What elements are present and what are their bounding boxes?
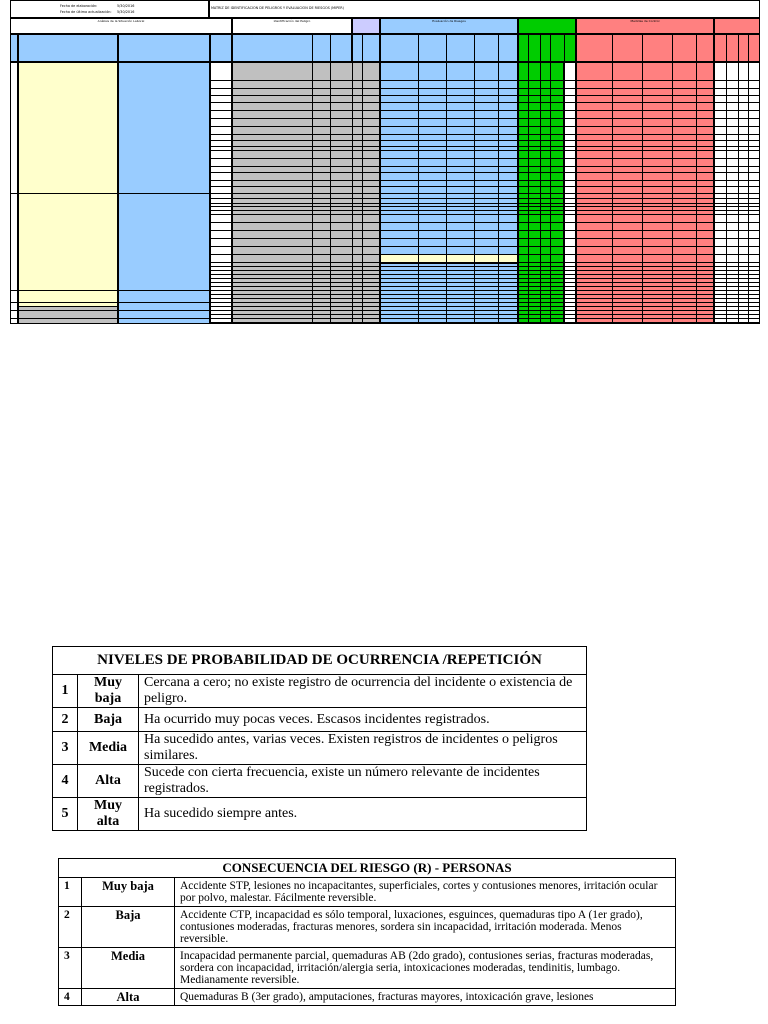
grid-hline bbox=[210, 80, 760, 81]
grid-hline bbox=[210, 230, 760, 231]
grid-hline bbox=[210, 254, 760, 255]
consequence-row bbox=[59, 989, 676, 1006]
probability-table bbox=[52, 646, 587, 831]
grid-hline bbox=[210, 278, 760, 279]
sheet-meta-value-2: 5/30/2016 bbox=[117, 10, 135, 14]
sheet-meta-label-2: Fecha de última actualización: bbox=[60, 10, 112, 14]
probability-level: Baja bbox=[78, 708, 139, 732]
grid-vline bbox=[642, 34, 643, 324]
sheet-body-gray-bottom bbox=[18, 306, 118, 324]
grid-hline bbox=[210, 198, 760, 199]
sheet-colhdr bbox=[576, 34, 714, 62]
grid-hline bbox=[210, 222, 760, 223]
consequence-number: 3 bbox=[59, 948, 82, 989]
grid-hline bbox=[210, 302, 760, 303]
grid-hline bbox=[210, 206, 760, 207]
sheet-colhdr bbox=[352, 34, 380, 62]
grid-hline bbox=[10, 193, 210, 194]
probability-description: Cercana a cero; no existe registro de ocurrencia del incidente o existencia de peligro. bbox=[139, 675, 587, 708]
sheet-meta-value-1: 5/30/2016 bbox=[117, 4, 135, 8]
consequence-number: 4 bbox=[59, 989, 82, 1006]
grid-hline bbox=[210, 238, 760, 239]
probability-description: Ha sucedido siempre antes. bbox=[139, 798, 587, 831]
grid-hline bbox=[210, 140, 760, 141]
consequence-level: Media bbox=[82, 948, 175, 989]
probability-number: 4 bbox=[53, 765, 78, 798]
grid-hline bbox=[210, 180, 760, 181]
consequence-number: 1 bbox=[59, 878, 82, 907]
probability-table-body bbox=[53, 675, 587, 831]
sheet-colhdr bbox=[210, 34, 232, 62]
grid-hline bbox=[210, 306, 760, 307]
grid-hline bbox=[210, 102, 760, 103]
grid-hline bbox=[210, 274, 760, 275]
grid-hline bbox=[210, 110, 760, 111]
grid-vline bbox=[210, 34, 211, 324]
grid-hline bbox=[10, 310, 210, 311]
probability-level: Alta bbox=[78, 765, 139, 798]
sheet-title: MATRIZ DE IDENTIFICACION DE PELIGROS Y EVALUACION DE RIESGOS (MIPER) bbox=[208, 0, 760, 18]
sheet-group-7 bbox=[714, 18, 760, 34]
grid-hline bbox=[210, 270, 760, 271]
probability-description: Ha sucedido antes, varias veces. Existen registros de incidentes o peligros similares. bbox=[139, 732, 587, 765]
consequence-table-body bbox=[59, 878, 676, 1006]
grid-hline bbox=[210, 286, 760, 287]
probability-number: 3 bbox=[53, 732, 78, 765]
grid-hline bbox=[210, 322, 760, 323]
grid-vline bbox=[330, 34, 331, 324]
grid-hline bbox=[210, 186, 760, 187]
grid-hline bbox=[210, 166, 760, 167]
grid-vline bbox=[380, 34, 381, 324]
grid-vline bbox=[312, 34, 313, 324]
sheet-colhdr bbox=[10, 34, 18, 62]
consequence-number: 2 bbox=[59, 907, 82, 948]
grid-hline bbox=[210, 294, 760, 295]
grid-hline bbox=[210, 214, 760, 215]
grid-vline bbox=[474, 34, 475, 324]
grid-vline bbox=[576, 34, 577, 324]
grid-hline bbox=[210, 118, 760, 119]
grid-hline bbox=[210, 126, 760, 127]
sheet-colhdr bbox=[118, 34, 210, 62]
probability-description: Ha ocurrido muy pocas veces. Escasos incidentes registrados. bbox=[139, 708, 587, 732]
sheet-colhdr bbox=[714, 34, 760, 62]
grid-hline bbox=[210, 210, 760, 211]
probability-level: Media bbox=[78, 732, 139, 765]
consequence-row bbox=[59, 878, 676, 907]
grid-vline bbox=[550, 34, 551, 324]
grid-hline bbox=[10, 302, 210, 303]
grid-hline bbox=[210, 246, 760, 247]
grid-hline bbox=[210, 282, 760, 283]
grid-vline bbox=[738, 34, 739, 324]
sheet-colhdr bbox=[518, 34, 576, 62]
probability-row bbox=[53, 675, 587, 708]
grid-hline bbox=[210, 298, 760, 299]
sheet-colhdr bbox=[232, 34, 352, 62]
grid-hline bbox=[210, 146, 760, 147]
grid-vline bbox=[446, 34, 447, 324]
consequence-row bbox=[59, 948, 676, 989]
grid-vline bbox=[18, 34, 19, 324]
probability-description: Sucede con cierta frecuencia, existe un número relevante de incidentes registrados. bbox=[139, 765, 587, 798]
probability-row bbox=[53, 708, 587, 732]
sheet-group-1: Análisis de la Situación Laboral bbox=[10, 18, 232, 34]
grid-vline bbox=[696, 34, 697, 324]
grid-vline bbox=[418, 34, 419, 324]
grid-hline bbox=[210, 266, 760, 267]
grid-vline bbox=[232, 34, 233, 324]
sheet-colhdr bbox=[18, 34, 118, 62]
sheet-group-5 bbox=[518, 18, 576, 34]
grid-hline bbox=[10, 290, 210, 291]
grid-hline bbox=[210, 95, 760, 96]
consequence-level: Muy baja bbox=[82, 878, 175, 907]
sheet-group-4: Evaluación de Riesgos bbox=[380, 18, 518, 34]
grid-vline bbox=[564, 34, 565, 324]
grid-vline bbox=[118, 34, 119, 324]
grid-vline bbox=[352, 34, 353, 324]
grid-hline bbox=[210, 310, 760, 311]
miper-spreadsheet bbox=[10, 0, 760, 324]
grid-vline bbox=[498, 34, 499, 324]
grid-vline bbox=[672, 34, 673, 324]
sheet-meta-label-1: Fecha de elaboración: bbox=[60, 4, 98, 8]
grid-hline bbox=[210, 203, 760, 204]
probability-number: 2 bbox=[53, 708, 78, 732]
grid-vline bbox=[540, 34, 541, 324]
sheet-group-6: Medidas de Control bbox=[576, 18, 714, 34]
grid-hline bbox=[210, 158, 760, 159]
consequence-description: Incapacidad permanente parcial, quemaduras AB (2do grado), contusiones serias, fracturas moderadas, sordera con incapacidad, irritación/alergia seria, intoxicaciones moderadas, tendinitis, lumbago. Medianamente reversible. bbox=[175, 948, 676, 989]
probability-row bbox=[53, 732, 587, 765]
grid-hline bbox=[210, 318, 760, 319]
consequence-level: Baja bbox=[82, 907, 175, 948]
sheet-group-2: Identificación del Peligro bbox=[232, 18, 352, 34]
grid-hline bbox=[210, 290, 760, 291]
probability-row bbox=[53, 765, 587, 798]
consequence-row bbox=[59, 907, 676, 948]
consequence-description: Accidente STP, lesiones no incapacitantes, superficiales, cortes y contusiones menores, irritación ocular por polvo, malestar. Fácilmente reversible. bbox=[175, 878, 676, 907]
probability-table-title: NIVELES DE PROBABILIDAD DE OCURRENCIA /REPETICIÓN bbox=[53, 647, 587, 675]
grid-vline bbox=[726, 34, 727, 324]
grid-vline bbox=[612, 34, 613, 324]
grid-hline bbox=[210, 314, 760, 315]
sheet-group-3 bbox=[352, 18, 380, 34]
consequence-table-title: CONSECUENCIA DEL RIESGO (R) - PERSONAS bbox=[59, 859, 676, 878]
grid-vline bbox=[528, 34, 529, 324]
probability-level: Muy alta bbox=[78, 798, 139, 831]
probability-number: 5 bbox=[53, 798, 78, 831]
grid-hline bbox=[210, 150, 760, 151]
probability-number: 1 bbox=[53, 675, 78, 708]
consequence-table bbox=[58, 858, 676, 1006]
probability-level: Muy baja bbox=[78, 675, 139, 708]
probability-row bbox=[53, 798, 587, 831]
grid-vline bbox=[518, 34, 519, 324]
grid-hline bbox=[210, 262, 760, 263]
grid-hline bbox=[210, 134, 760, 135]
grid-hline bbox=[210, 193, 760, 194]
grid-vline bbox=[714, 34, 715, 324]
grid-hline bbox=[10, 318, 210, 319]
consequence-level: Alta bbox=[82, 989, 175, 1006]
grid-hline bbox=[210, 172, 760, 173]
consequence-description: Quemaduras B (3er grado), amputaciones, fracturas mayores, intoxicación grave, lesiones bbox=[175, 989, 676, 1006]
grid-hline bbox=[210, 88, 760, 89]
consequence-description: Accidente CTP, incapacidad es sólo temporal, luxaciones, esguinces, quemaduras tipo A (1er grado), contusiones moderadas, fracturas menores, sordera sin incapacidad, irritación moderada. Menos reversible. bbox=[175, 907, 676, 948]
grid-vline bbox=[748, 34, 749, 324]
grid-vline bbox=[362, 34, 363, 324]
sheet-meta-box bbox=[10, 0, 210, 18]
